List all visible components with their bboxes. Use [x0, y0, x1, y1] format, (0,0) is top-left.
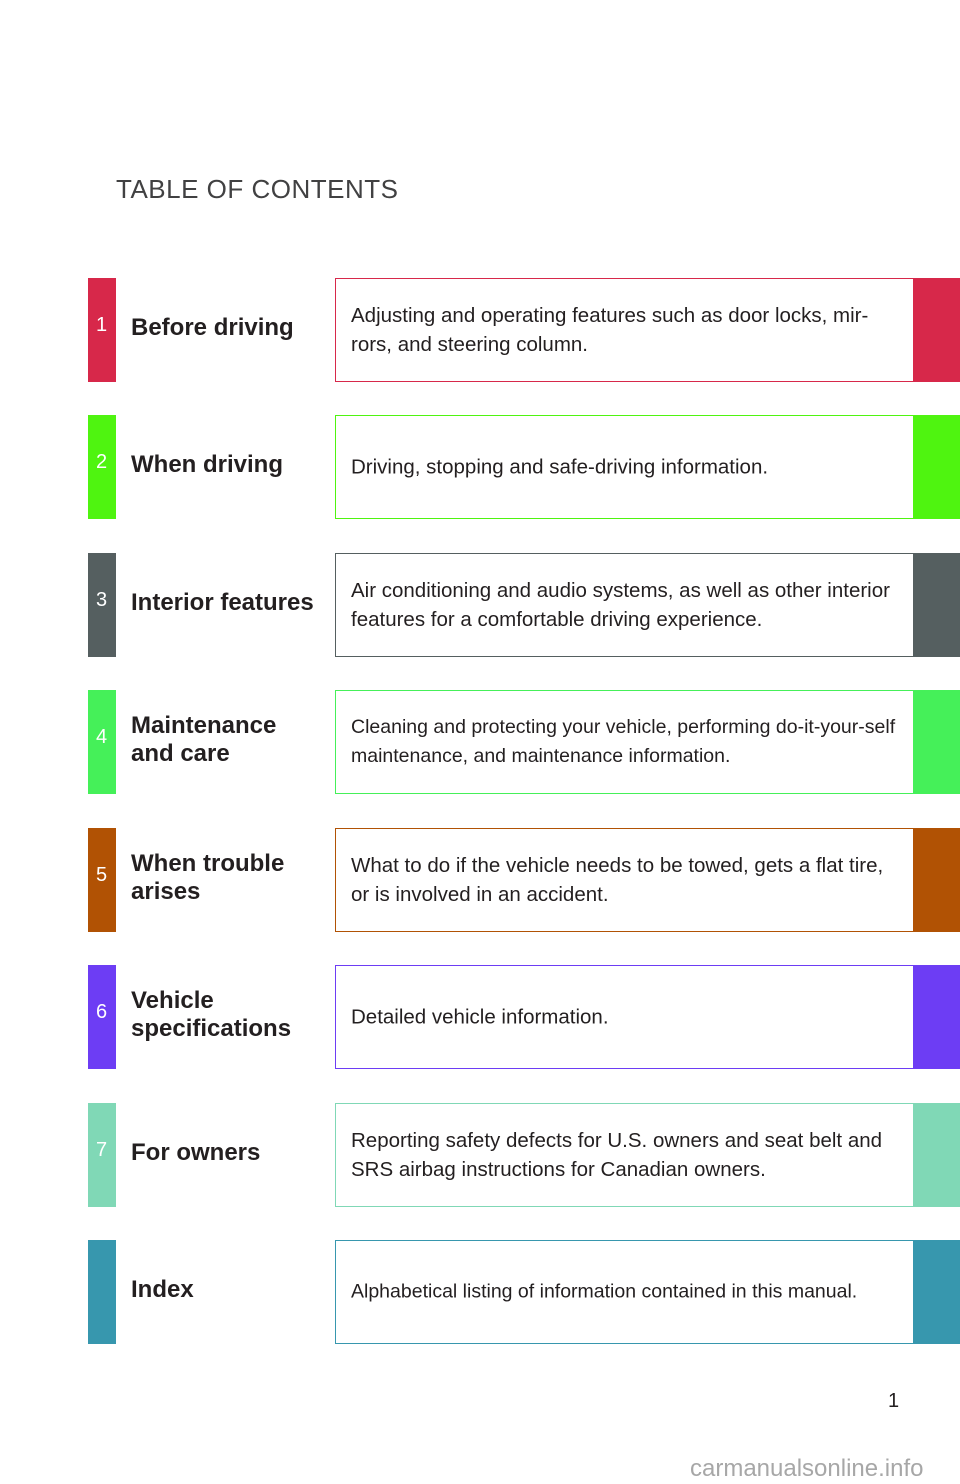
section-title[interactable]: Maintenance and care — [131, 712, 277, 767]
section-number: 3 — [96, 589, 108, 611]
page-number: 1 — [888, 1390, 900, 1412]
section-number: 1 — [96, 314, 108, 336]
section-description-box — [335, 828, 913, 932]
toc-row-when-trouble-arises[interactable] — [0, 828, 960, 932]
toc-row-for-owners[interactable] — [0, 1103, 960, 1207]
section-number: 7 — [96, 1139, 108, 1161]
section-edge-tab — [913, 965, 960, 1069]
section-description: Adjusting and operating features such as door locks, mir-rors, and steering column. — [351, 304, 869, 356]
section-description-box — [335, 1103, 913, 1207]
section-description: Reporting safety defects for U.S. owners and seat belt and SRS airbag instructions for Canadian owners. — [351, 1129, 883, 1181]
toc-row-maintenance-and-care[interactable] — [0, 690, 960, 794]
section-edge-tab — [913, 690, 960, 794]
section-description: Cleaning and protecting your vehicle, performing do-it-your-self maintenance, and maintenance information. — [351, 716, 896, 767]
section-number: 6 — [96, 1001, 108, 1023]
section-number: 4 — [96, 726, 108, 748]
toc-row-when-driving[interactable] — [0, 415, 960, 519]
section-edge-tab — [913, 1240, 960, 1344]
section-description: Driving, stopping and safe-driving information. — [351, 455, 769, 479]
toc-row-vehicle-specifications[interactable] — [0, 965, 960, 1069]
section-description-box — [335, 965, 913, 1069]
section-number-tab — [88, 1240, 116, 1344]
section-description: Air conditioning and audio systems, as well as other interior features for a comfortable driving experience. — [351, 579, 890, 631]
section-description: What to do if the vehicle needs to be towed, gets a flat tire, or is involved in an accident. — [351, 854, 884, 906]
section-description-box — [335, 278, 913, 382]
toc-row-interior-features[interactable] — [0, 553, 960, 657]
toc-row-before-driving[interactable] — [0, 278, 960, 382]
section-title[interactable]: Index — [131, 1276, 194, 1303]
section-title[interactable]: When trouble arises — [131, 850, 285, 905]
watermark: carmanualsonline.info — [690, 1455, 924, 1482]
section-title[interactable]: Before driving — [131, 314, 294, 341]
section-title[interactable]: For owners — [131, 1139, 261, 1166]
toc-row-index[interactable] — [0, 1240, 960, 1344]
section-description-box — [335, 1240, 913, 1344]
section-description-box — [335, 415, 913, 519]
section-edge-tab — [913, 415, 960, 519]
section-edge-tab — [913, 1103, 960, 1207]
section-title[interactable]: When driving — [131, 451, 283, 478]
section-title[interactable]: Interior features — [131, 589, 314, 616]
section-edge-tab — [913, 278, 960, 382]
section-number: 5 — [96, 864, 108, 886]
section-description-box — [335, 553, 913, 657]
section-title[interactable]: Vehicle specifications — [131, 987, 292, 1042]
section-description: Alphabetical listing of information contained in this manual. — [351, 1280, 858, 1303]
section-edge-tab — [913, 828, 960, 932]
section-number: 2 — [96, 451, 108, 473]
section-edge-tab — [913, 553, 960, 657]
section-description: Detailed vehicle information. — [351, 1005, 609, 1029]
page-title: TABLE OF CONTENTS — [116, 174, 399, 204]
section-description-box — [335, 690, 913, 794]
